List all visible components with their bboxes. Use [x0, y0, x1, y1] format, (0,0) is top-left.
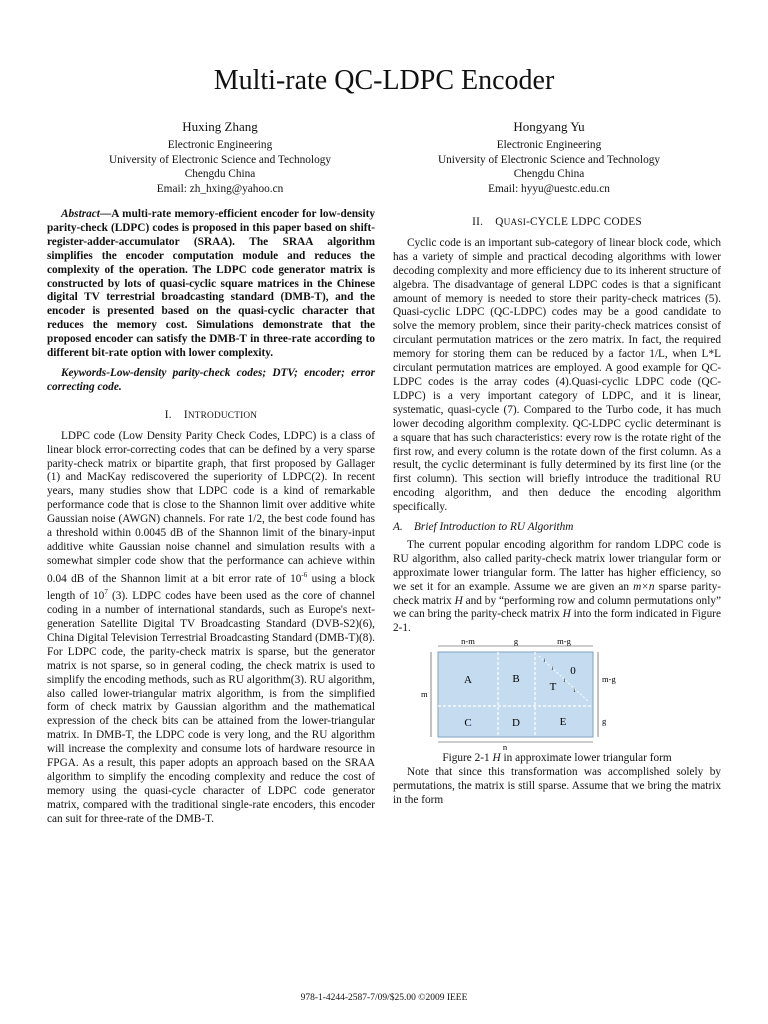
author-city: Chengdu China: [184, 168, 256, 180]
author-name: Huxing Zhang: [182, 119, 258, 134]
author-institution: University of Electronic Science and Technology: [108, 153, 332, 166]
section-heading-introduction: I. INTRODUCTION: [164, 408, 258, 421]
block-b: B: [512, 673, 520, 686]
diag-one: 1: [573, 689, 576, 695]
abstract-text: —A multi-rate memory-efficient encoder for low-density parity-check (LDPC) codes is proposed in this paper based on shift-register-adder-accumulator (SRAA). The SRAA algorithm simplifies the encoder computation module and reduces the complexity of the operation. The LDPC code generator matrix is constructed by lots of quasi-cyclic square matrices in the Chinese digital TV terrestrial broadcasting standard (DMB-T), and the encoder is presented based on the quasi-cyclic character that reduces the memory cost. Simulations demonstrate that the proposed encoder can satisfy the DMB-T in three-rate according to different bit-rate option with lower complexity.: [47, 208, 375, 360]
section-heading-qc-ldpc: II. QUASI-CYCLE LDPC CODES: [472, 216, 642, 228]
matrix-diagram: [393, 640, 721, 750]
dim-m: m: [421, 689, 428, 700]
author-name: Hongyang Yu: [513, 119, 585, 134]
figure-2-1: [393, 640, 721, 750]
block-e: E: [559, 716, 567, 729]
author-city: Chengdu China: [513, 168, 585, 180]
diag-one: 1: [543, 659, 546, 665]
block-t: T: [549, 681, 557, 694]
ru-paragraph: The current popular encoding algorithm for random LDPC code is RU algorithm, also called parity-check matrix lower triangular form or approximate lower triangular form. The latter has higher efficiency, so we set it for an example. Assume we are given an m×n sparse parity-check matrix H and by “performing row and column permutations only” we can bring the parity-check matrix H into the form indicated in Figure 2-1.: [393, 538, 721, 635]
keywords: Keywords-Low-density parity-check codes; DTV; encoder; error correcting code.: [47, 366, 375, 393]
diag-one: 1: [551, 667, 554, 673]
dim-g-right: g: [602, 716, 607, 727]
author-dept: Electronic Engineering: [167, 139, 273, 151]
copyright-footer: 978-1-4244-2587-7/09/$25.00 ©2009 IEEE: [300, 993, 468, 1003]
author-block-2: [384, 118, 714, 196]
author-dept: Electronic Engineering: [496, 139, 602, 151]
author-block-1: [55, 118, 385, 196]
author-email: Email: hyyu@uestc.edu.cn: [488, 182, 610, 195]
block-c: C: [464, 717, 472, 730]
dim-n: n: [502, 742, 508, 751]
block-a: A: [464, 674, 472, 687]
figure-caption: Figure 2-1 H in approximate lower triangular form: [442, 752, 672, 765]
dim-m-g-right: m-g: [602, 674, 616, 685]
author-email: Email: zh_hxing@yahoo.cn: [156, 182, 284, 195]
author-institution: University of Electronic Science and Technology: [437, 153, 661, 166]
abstract-label: Abstract: [61, 208, 100, 220]
dim-m-g-top: m-g: [557, 640, 571, 647]
paper-title: Multi-rate QC-LDPC Encoder: [213, 65, 555, 96]
block-zero: 0: [570, 665, 576, 678]
abstract: [47, 208, 375, 361]
intro-paragraph: LDPC code (Low Density Parity Check Codes, LDPC) is a class of linear block error-correcting codes that can be defined by a very sparse parity-check matrix or bipartite graph, that first proposed by Gallager (1) and MacKay rediscovered the superiority of LDPC(2). In recent years, many studies show that LDPC code is a kind of remarkable performance code that is close to the Shannon limit over additive white Gaussian noise (AWGN) channels. For rate 1/2, the best code found has a threshold within 0.0045 dB of the Shannon limit of the binary-input additive white Gaussian noise channel and simulation results with a somewhat simpler code show that the performance can achieve within 0.04 dB of the Shannon limit at a bit error rate of $10^{-6}$ using a block length of $10^7$ (3). LDPC codes have been used as the core of channel coding in a number of international standards, such as Europe's next-generation Satellite Digital TV Broadcasting Standard (DVB-S2)(6), China Digital Television Terrestrial Broadcasting Standard (DMB-T)(8). For LDPC code, the parity-check matrix is sparse, but the generator matrix is not sparse, so in general coding, the check matrix is used to simplify the encoding methods, such as RU algorithm(3). RU algorithm, also called lower-triangular matrix algorithm, is from the simplified form of check matrix by Gaussian algorithm and the mathematical expression of the check bits can be attained from the lower-triangular matrix. In DMB-T, the LDPC code is very long, and the RU algorithm will increase the complexity and consume lots of hardware resource in FPGA. As a result, this paper adopts an approach based on the SRAA algorithm to simplify the encoding complexity and reduce the cost of memory using the quasi-cycle character of LDPC code generator matrix, compared with the traditional single-rate encoders, this encoder can suit for three-rate of the DMB-T.: [47, 429, 375, 825]
subsection-heading-ru: A. Brief Introduction to RU Algorithm: [393, 521, 574, 534]
dim-n-m: n-m: [461, 640, 475, 647]
qc-ldpc-paragraph: Cyclic code is an important sub-category of linear block code, which has a variety of simple and practical decoding algorithms with lower decoding complexity and more efficiency due to its inherent structure of algebra. The disadvantage of general LDPC codes is that a significant amount of memory is needed to store their parity-check matrices (5). Quasi-cyclic LDPC (QC-LDPC) codes may be a good candidate to solve the memory problem, since their parity-check matrices consist of circulant permutation matrices or the zero matrix. In fact, the required memory for storing them can be reduced by a factor 1/L, when L*L circulant permutation matrices are employed. A good example for QC-LDPC codes is the array codes (4).Quasi-cyclic LDPC code (QC-LDPC) is a very important category of LDPC, and it is linear, systematic, quasi-cycle (7). Compared to the Turbo code, it has much lower decoding algorithm complexity. QC-LDPC cyclic determinant is a square that has such characteristics: every row is the rotate right of the first row, and every column is the rotate down of the first column. As a result, the cyclic determinant is fully determined by its first line (or the first column). This section will briefly introduce the traditional RU encoding algorithm, and then deduce the encoding algorithm specifically.: [393, 236, 721, 514]
dim-g-top: g: [513, 640, 519, 647]
diag-one: 1: [563, 679, 566, 685]
right-column: [393, 216, 721, 808]
block-d: D: [512, 717, 520, 730]
ru-paragraph-2: Note that since this transformation was accomplished solely by permutations, the matrix is still sparse. Assume that we bring the matrix in the form: [393, 766, 721, 806]
left-column: [47, 206, 375, 827]
